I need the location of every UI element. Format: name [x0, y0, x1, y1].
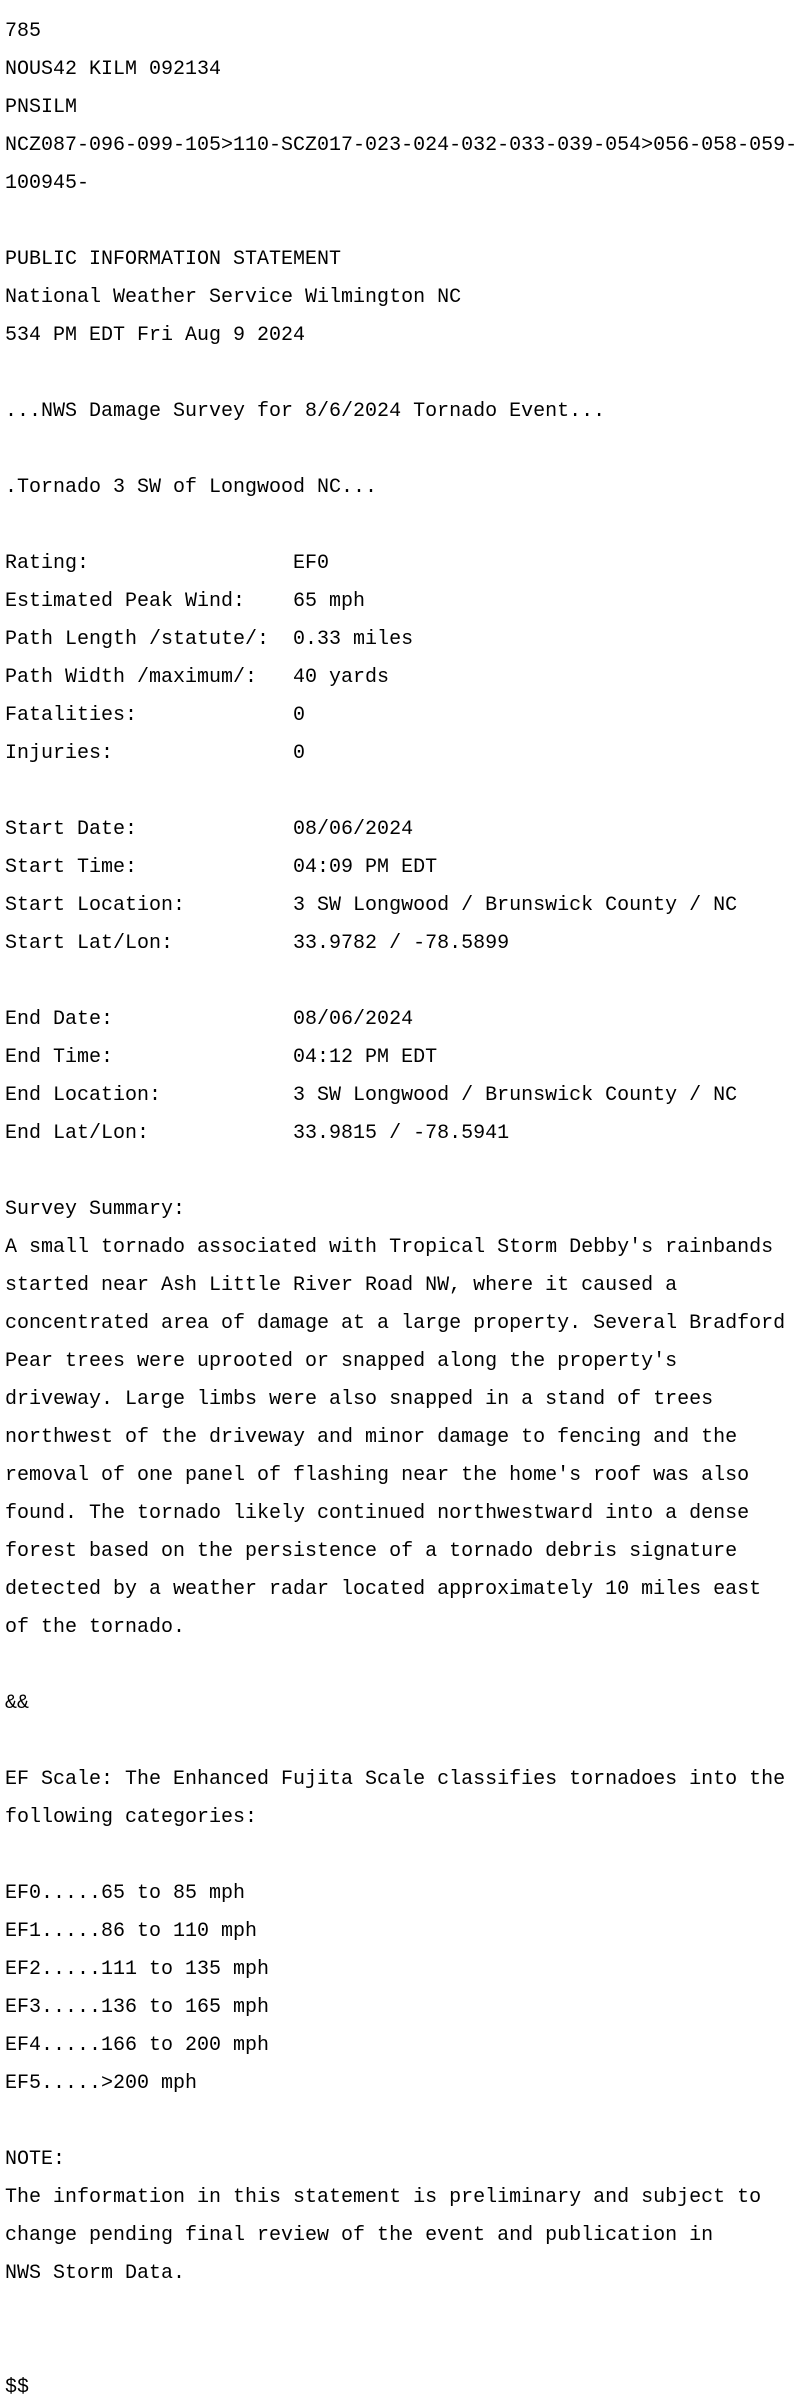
issue-time: 534 PM EDT Fri Aug 9 2024	[5, 324, 306, 347]
statement-type: PUBLIC INFORMATION STATEMENT	[5, 248, 342, 271]
ef-scale-intro: following categories:	[5, 1806, 258, 1829]
blank-line	[5, 972, 799, 991]
blank-line	[5, 1846, 799, 1865]
end-time: End Time: 04:12 PM EDT	[5, 1046, 438, 1069]
survey-summary-line: of the tornado.	[5, 1616, 186, 1639]
ef-category-ef1: EF1.....86 to 110 mph	[5, 1920, 258, 1943]
start-date: Start Date: 08/06/2024	[5, 818, 414, 841]
blank-line	[5, 1732, 799, 1751]
survey-summary-line: northwest of the driveway and minor damage to fencing and the	[5, 1426, 738, 1449]
issuing-office: National Weather Service Wilmington NC	[5, 286, 462, 309]
blank-line	[5, 516, 799, 535]
headline: ...NWS Damage Survey for 8/6/2024 Tornado Event...	[5, 400, 606, 423]
survey-summary-line: concentrated area of damage at a large property. Several Bradford	[5, 1312, 786, 1335]
survey-summary-line: removal of one panel of flashing near the home's roof was also	[5, 1464, 750, 1487]
start-latlon: Start Lat/Lon: 33.9782 / -78.5899	[5, 932, 510, 955]
note-heading: NOTE:	[5, 2148, 66, 2171]
blank-line	[5, 2112, 799, 2131]
survey-summary-line: forest based on the persistence of a tornado debris signature	[5, 1540, 738, 1563]
ugc-codes-line-1: NCZ087-096-099-105>110-SCZ017-023-024-032-033-039-054>056-058-059-	[5, 134, 798, 157]
ef-category-ef2: EF2.....111 to 135 mph	[5, 1958, 270, 1981]
survey-summary-line: driveway. Large limbs were also snapped in a stand of trees	[5, 1388, 714, 1411]
stat-path-width: Path Width /maximum/: 40 yards	[5, 666, 390, 689]
stat-peak-wind: Estimated Peak Wind: 65 mph	[5, 590, 366, 613]
blank-line	[5, 364, 799, 383]
section-separator: &&	[5, 1692, 30, 1715]
note-line: change pending final review of the event and publication in	[5, 2224, 714, 2247]
awips-id: PNSILM	[5, 96, 78, 119]
end-date: End Date: 08/06/2024	[5, 1008, 414, 1031]
stat-path-length: Path Length /statute/: 0.33 miles	[5, 628, 414, 651]
ef-category-ef3: EF3.....136 to 165 mph	[5, 1996, 270, 2019]
survey-summary-line: detected by a weather radar located approximately 10 miles east	[5, 1578, 762, 1601]
ef-category-ef4: EF4.....166 to 200 mph	[5, 2034, 270, 2057]
note-line: NWS Storm Data.	[5, 2262, 186, 2285]
note-line: The information in this statement is preliminary and subject to	[5, 2186, 762, 2209]
ef-category-ef0: EF0.....65 to 85 mph	[5, 1882, 246, 1905]
blank-line	[5, 782, 799, 801]
stat-fatalities: Fatalities: 0	[5, 704, 306, 727]
blank-line	[5, 212, 799, 231]
stat-injuries: Injuries: 0	[5, 742, 306, 765]
end-marker: $$	[5, 2376, 30, 2399]
start-location: Start Location: 3 SW Longwood / Brunswick County / NC	[5, 894, 738, 917]
blank-line	[5, 1162, 799, 1181]
survey-summary-heading: Survey Summary:	[5, 1198, 186, 1221]
event-title: .Tornado 3 SW of Longwood NC...	[5, 476, 378, 499]
ef-category-ef5: EF5.....>200 mph	[5, 2072, 198, 2095]
start-time: Start Time: 04:09 PM EDT	[5, 856, 438, 879]
survey-summary-line: Pear trees were uprooted or snapped along the property's	[5, 1350, 678, 1373]
blank-line	[5, 2340, 799, 2359]
survey-summary-line: started near Ash Little River Road NW, where it caused a	[5, 1274, 678, 1297]
ef-scale-intro: EF Scale: The Enhanced Fujita Scale classifies tornadoes into the	[5, 1768, 786, 1791]
product-id: 785	[5, 20, 42, 43]
end-latlon: End Lat/Lon: 33.9815 / -78.5941	[5, 1122, 510, 1145]
end-location: End Location: 3 SW Longwood / Brunswick County / NC	[5, 1084, 738, 1107]
stat-rating: Rating: EF0	[5, 552, 330, 575]
survey-summary-line: found. The tornado likely continued northwestward into a dense	[5, 1502, 750, 1525]
ugc-codes-line-2: 100945-	[5, 172, 90, 195]
blank-line	[5, 440, 799, 459]
survey-summary-line: A small tornado associated with Tropical Storm Debby's rainbands	[5, 1236, 774, 1259]
wmo-header: NOUS42 KILM 092134	[5, 58, 222, 81]
blank-line	[5, 1656, 799, 1675]
blank-line	[5, 2302, 799, 2321]
